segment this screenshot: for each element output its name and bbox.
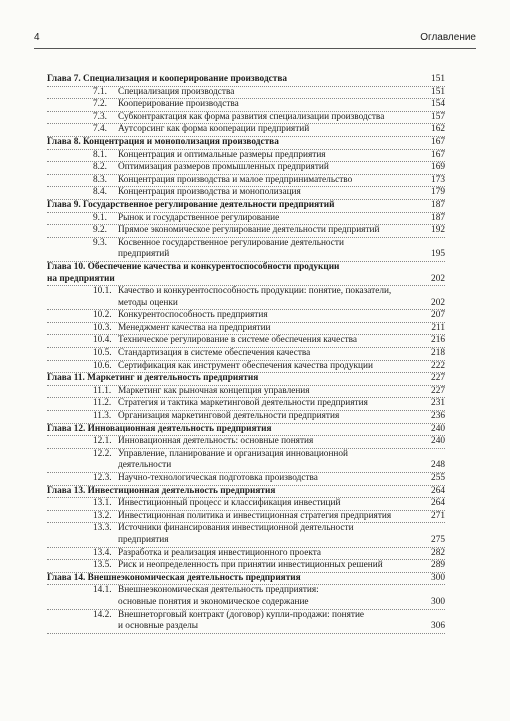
toc-entry-number: 7.3. xyxy=(93,111,107,122)
toc-entry xyxy=(47,200,445,213)
toc-entry-number: 8.3. xyxy=(93,174,107,185)
toc-entry-page: 187 xyxy=(431,199,445,210)
toc-entry-title: Прямое экономическое регулирование деятельности предприятий xyxy=(118,225,380,236)
toc-entry-page: 187 xyxy=(431,212,445,223)
toc-entry-page: 211 xyxy=(431,322,445,333)
toc-entry-page: 202 xyxy=(431,297,445,308)
running-title: Оглавление xyxy=(420,32,476,43)
toc-entry xyxy=(47,310,445,323)
toc-entry-title: Концентрация и оптимальные размеры предприятия xyxy=(118,149,326,160)
toc-entry-title: Кооперирование производства xyxy=(118,99,239,110)
toc-entry-number: 11.3. xyxy=(93,411,112,422)
table-of-contents xyxy=(47,74,445,634)
toc-entry-page: 216 xyxy=(431,335,445,346)
toc-entry xyxy=(47,460,445,473)
toc-entry-title: деятельности xyxy=(118,460,172,471)
toc-entry-page: 240 xyxy=(431,423,445,434)
toc-entry-title-text: Государственное регулирование деятельности предприятий xyxy=(80,199,335,210)
toc-entry-number: 10.5. xyxy=(93,348,112,359)
toc-entry xyxy=(47,99,445,112)
toc-entry-page: 192 xyxy=(431,225,445,236)
toc-entry xyxy=(47,573,445,586)
toc-entry-number: 13.4. xyxy=(93,547,112,558)
toc-entry-title: Инновационная деятельность: основные понятия xyxy=(118,436,314,447)
toc-entry-page: 218 xyxy=(431,348,445,359)
toc-entry-number: 12.3. xyxy=(93,473,112,483)
toc-entry-page: 271 xyxy=(431,510,445,521)
toc-entry-page: 167 xyxy=(431,149,445,160)
toc-entry-title: Стандартизация в системе обеспечения качества xyxy=(118,348,311,359)
toc-entry-title: Внешнеэкономическая деятельность предприятия: xyxy=(118,585,319,596)
toc-entry-title-text: Инвестиционная деятельность предприятия xyxy=(85,485,276,496)
toc-entry xyxy=(47,411,445,424)
toc-entry-number: Глава 9. xyxy=(47,199,81,210)
toc-entry-title-text: Концентрация и монополизация производства xyxy=(80,136,279,147)
toc-entry-page: 195 xyxy=(431,249,445,260)
toc-entry-page: 154 xyxy=(431,99,445,110)
toc-entry-number: 13.5. xyxy=(93,560,112,571)
toc-entry xyxy=(47,486,445,499)
toc-entry-title: Субконтрактация как форма развития специализации производства xyxy=(118,111,385,122)
toc-entry-title xyxy=(47,74,413,86)
toc-entry xyxy=(47,398,445,411)
toc-entry xyxy=(47,238,445,250)
toc-entry-title: Конкурентоспособность предприятия xyxy=(118,310,268,321)
toc-entry-page: 231 xyxy=(431,398,445,409)
toc-entry xyxy=(47,249,445,262)
toc-entry-title: Рынок и государственное регулирование xyxy=(118,212,280,223)
toc-entry xyxy=(47,610,445,622)
toc-entry-title: Стратегия и тактика маркетинговой деятельности предприятия xyxy=(118,398,368,409)
toc-entry xyxy=(47,298,445,311)
toc-entry-number: 11.1. xyxy=(93,385,112,396)
toc-entry xyxy=(47,87,445,100)
toc-entry xyxy=(47,548,445,561)
toc-entry xyxy=(47,187,445,200)
toc-entry-page: 222 xyxy=(431,360,445,371)
toc-entry-page: 300 xyxy=(431,572,445,583)
toc-entry xyxy=(47,213,445,226)
toc-entry-page: 289 xyxy=(431,560,445,571)
toc-entry xyxy=(47,124,445,137)
toc-entry xyxy=(47,74,445,87)
toc-entry-number: 10.3. xyxy=(93,322,112,333)
toc-entry-number: 7.2. xyxy=(93,99,107,110)
toc-entry xyxy=(47,335,445,348)
toc-entry xyxy=(47,424,445,437)
toc-entry-number: 10.6. xyxy=(93,360,112,371)
toc-entry-title: Техническое регулирование в системе обеспечения качества xyxy=(118,335,358,346)
header-rule xyxy=(34,48,476,49)
toc-entry xyxy=(47,225,445,238)
toc-entry xyxy=(47,286,445,298)
toc-entry-title: Источники финансирования инвестиционной деятельности xyxy=(118,523,354,534)
toc-entry-title-text: Маркетинг и деятельность предприятия xyxy=(84,373,259,384)
toc-entry-number: 10.2. xyxy=(93,310,112,321)
toc-entry-title: Концентрация производства и малое предпринимательство xyxy=(118,174,353,185)
toc-entry-number: 10.1. xyxy=(93,286,112,297)
toc-entry-number: Глава 14. xyxy=(47,572,86,583)
toc-entry-title: Концентрация производства и монополизация xyxy=(118,187,301,198)
toc-entry-title: Сертификация как инструмент обеспечения качества продукции xyxy=(118,360,373,371)
toc-entry-title: основные понятия и экономическое содержание xyxy=(118,596,309,607)
toc-entry xyxy=(47,621,445,634)
toc-entry-title: Инвестиционный процесс и классификация инвестиций xyxy=(118,498,341,509)
toc-entry-number: 12.2. xyxy=(93,448,112,459)
toc-entry-number: 9.2. xyxy=(93,225,107,236)
toc-entry-title: Специализация производства xyxy=(118,86,235,97)
toc-entry xyxy=(47,535,445,548)
toc-entry-page: 264 xyxy=(431,485,445,496)
toc-entry xyxy=(47,150,445,163)
toc-entry xyxy=(47,323,445,336)
page-number: 4 xyxy=(34,32,40,43)
toc-entry-page: 227 xyxy=(431,385,445,396)
toc-entry-page: 157 xyxy=(431,111,445,122)
toc-entry-title: Научно-технологическая подготовка производства xyxy=(118,473,318,483)
toc-entry xyxy=(47,373,445,386)
toc-entry xyxy=(47,386,445,399)
toc-entry xyxy=(47,361,445,374)
toc-entry xyxy=(47,523,445,535)
toc-entry-title xyxy=(47,573,413,585)
toc-entry-page: 179 xyxy=(431,187,445,198)
toc-entry-page: 236 xyxy=(431,411,445,422)
toc-entry-title: Управление, планирование и организация инновационной xyxy=(118,448,349,459)
toc-entry-number: 9.1. xyxy=(93,212,107,223)
toc-entry-title: предприятий xyxy=(118,249,170,260)
toc-entry-number: 8.4. xyxy=(93,187,107,198)
toc-entry xyxy=(47,585,445,597)
toc-entry-title: предприятия xyxy=(118,534,169,545)
toc-entry-title: методы оценки xyxy=(118,297,178,308)
toc-entry-page: 300 xyxy=(431,596,445,607)
toc-entry-title-text: Инновационная деятельность предприятия xyxy=(85,423,272,434)
toc-entry xyxy=(47,498,445,511)
toc-entry-page: 207 xyxy=(431,310,445,321)
toc-entry-page: 227 xyxy=(431,373,445,384)
toc-entry-number: Глава 11. xyxy=(47,373,85,384)
toc-entry-title: Оптимизация размеров промышленных предприятий xyxy=(118,162,329,173)
toc-entry-title-text: Специализация и кооперирование производства xyxy=(80,74,288,84)
toc-entry xyxy=(47,597,445,610)
toc-entry-title: на предприятии xyxy=(47,273,115,284)
toc-entry-title: Качество и конкурентоспособность продукции: понятие, показатели, xyxy=(118,286,392,297)
toc-entry-title xyxy=(47,373,413,385)
toc-entry-page: 162 xyxy=(431,124,445,135)
toc-entry-number: 11.2. xyxy=(93,398,112,409)
toc-entry-title: Риск и неопределенность при принятии инвестиционных решений xyxy=(118,560,383,571)
toc-entry xyxy=(47,162,445,175)
toc-entry-page: 275 xyxy=(431,534,445,545)
toc-entry-number: 10.4. xyxy=(93,335,112,346)
toc-entry-number: Глава 12. xyxy=(47,423,86,434)
toc-entry-page: 306 xyxy=(431,621,445,632)
toc-entry-number: 13.2. xyxy=(93,510,112,521)
toc-entry-title xyxy=(47,424,413,436)
toc-entry-number: 14.2. xyxy=(93,609,112,620)
toc-entry-page: 173 xyxy=(431,174,445,185)
toc-entry-title xyxy=(47,486,413,498)
toc-entry-title xyxy=(47,262,413,274)
toc-entry-number: 7.4. xyxy=(93,124,107,135)
toc-entry xyxy=(47,274,445,287)
toc-entry xyxy=(47,436,445,449)
toc-entry-number: Глава 7. xyxy=(47,74,81,84)
toc-entry xyxy=(47,175,445,188)
toc-entry-number: 8.1. xyxy=(93,149,107,160)
toc-entry-title: Внешнеторговый контракт (договор) купли-продажи: понятие xyxy=(118,609,365,620)
toc-entry-number: 14.1. xyxy=(93,585,112,596)
toc-entry-number: 13.3. xyxy=(93,523,112,534)
toc-entry-title: Косвенное государственное регулирование деятельности xyxy=(118,237,344,248)
toc-entry-title: Организация маркетинговой деятельности предприятия xyxy=(118,411,340,422)
toc-entry-number: 9.3. xyxy=(93,237,107,248)
toc-entry-title: Маркетинг как рыночная концепция управления xyxy=(118,385,310,396)
toc-entry-page: 151 xyxy=(431,86,445,97)
toc-entry-title: Инвестиционная политика и инвестиционная стратегия предприятия xyxy=(118,510,392,521)
toc-entry xyxy=(47,473,445,486)
toc-entry-number: 12.1. xyxy=(93,436,112,447)
toc-entry xyxy=(47,137,445,150)
toc-entry-page: 282 xyxy=(431,547,445,558)
toc-entry-page: 264 xyxy=(431,498,445,509)
toc-entry xyxy=(47,348,445,361)
toc-entry-title: Разработка и реализация инвестиционного проекта xyxy=(118,547,322,558)
toc-entry-page: 167 xyxy=(431,136,445,147)
toc-entry-page: 151 xyxy=(431,74,445,84)
toc-entry-number: 7.1. xyxy=(93,86,107,97)
toc-entry-page: 202 xyxy=(431,273,445,284)
toc-entry xyxy=(47,560,445,573)
toc-entry-title: и основные разделы xyxy=(118,621,199,632)
toc-entry-title-text: Обеспечение качества и конкурентоспособности продукции xyxy=(85,261,340,272)
toc-entry-page: 169 xyxy=(431,162,445,173)
toc-entry-page: 255 xyxy=(431,473,445,483)
toc-entry-number: Глава 8. xyxy=(47,136,81,147)
toc-entry-number: Глава 13. xyxy=(47,485,86,496)
toc-entry-title xyxy=(47,137,413,149)
toc-entry-number: 13.1. xyxy=(93,498,112,509)
page-header xyxy=(34,32,476,46)
toc-entry-page: 248 xyxy=(431,460,445,471)
toc-entry-title: Менеджмент качества на предприятии xyxy=(118,322,271,333)
toc-entry-title-text: Внешнеэкономическая деятельность предприятия xyxy=(85,572,301,583)
toc-entry-number: 8.2. xyxy=(93,162,107,173)
toc-entry-page: 240 xyxy=(431,436,445,447)
toc-entry xyxy=(47,262,445,274)
toc-entry-number: Глава 10. xyxy=(47,261,86,272)
toc-entry-title xyxy=(47,200,413,212)
toc-entry-title: Аутсорсинг как форма кооперации предприятий xyxy=(118,124,310,135)
toc-entry xyxy=(47,112,445,125)
toc-entry xyxy=(47,511,445,524)
toc-entry xyxy=(47,449,445,461)
